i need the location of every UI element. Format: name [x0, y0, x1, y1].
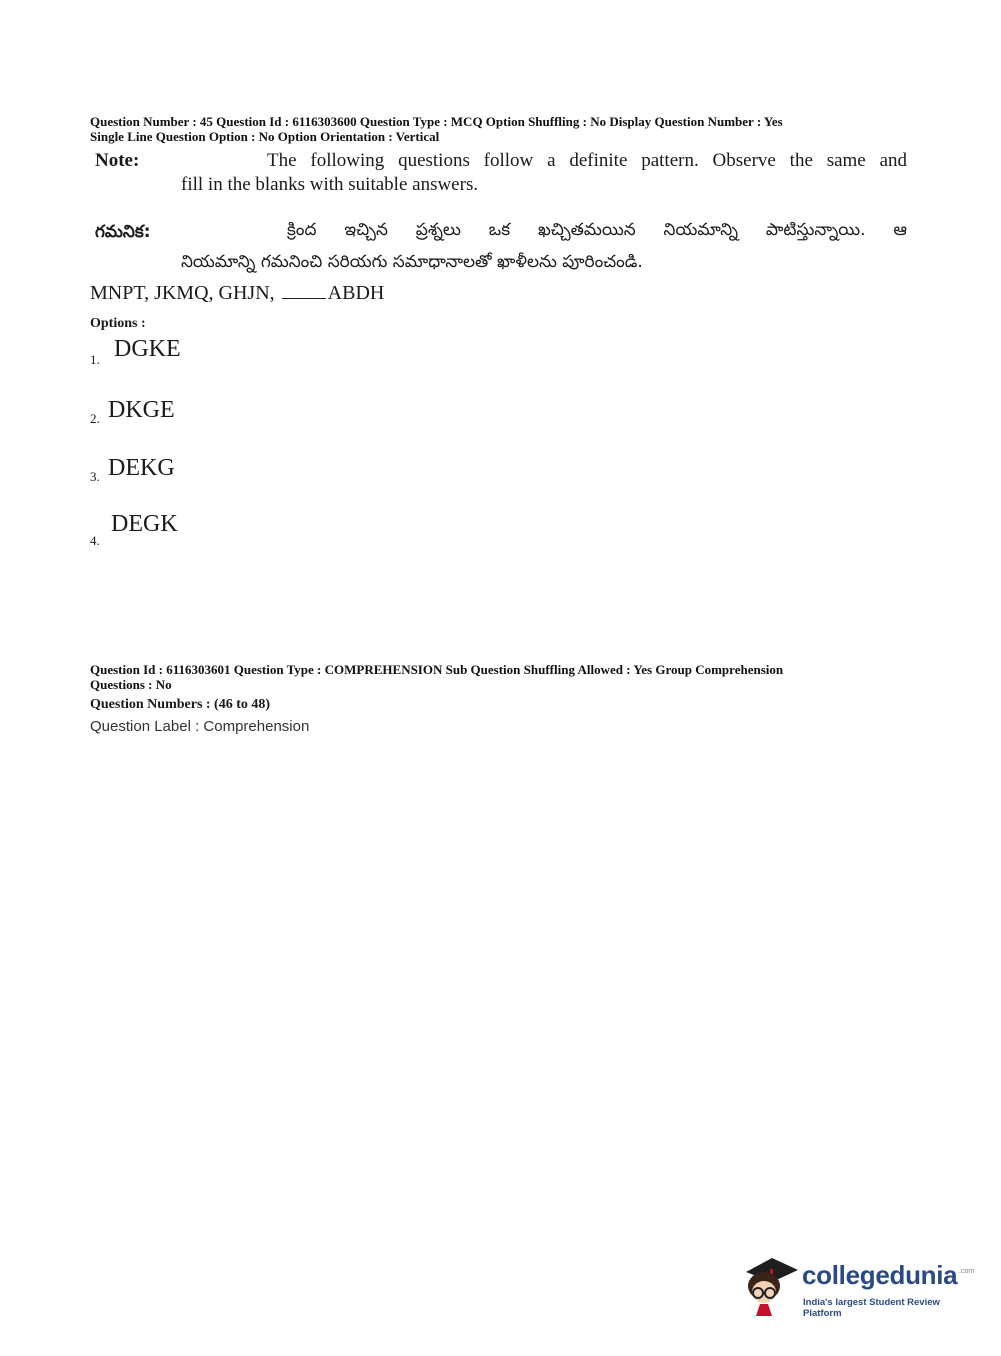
logo-wordmark: collegedunia — [802, 1260, 958, 1290]
option-text: DKGE — [108, 397, 175, 423]
letter-series-question — [90, 282, 384, 305]
metadata-line-1: Question Number : 45 Question Id : 6116303600 Question Type : MCQ Option Shuffling : No Display Question Number : Yes — [90, 114, 783, 129]
logo-tagline: India's largest Student Review Platform — [803, 1297, 940, 1319]
option-number: 3. — [90, 469, 100, 484]
series-suffix: ABDH — [327, 282, 385, 304]
options-label: Options : — [90, 316, 146, 331]
option-number: 1. — [90, 352, 100, 367]
option-number: 4. — [90, 533, 100, 548]
option-text: DEGK — [111, 511, 178, 537]
series-prefix: MNPT, JKMQ, GHJN, — [90, 282, 275, 304]
comprehension-meta-line-1: Question Id : 6116303601 Question Type : COMPREHENSION Sub Question Shuffling Allowed : Yes Group Comprehension — [90, 662, 784, 677]
note-text-line-1: The following questions follow a definite pattern. Observe the same and — [267, 150, 907, 171]
collegedunia-logo — [742, 1250, 975, 1320]
telugu-note-label: గమనిక: — [95, 222, 151, 242]
question-label: Question Label : Comprehension — [90, 718, 310, 735]
mascot-icon — [742, 1250, 802, 1320]
telugu-note-line-2: నియమాన్ని గమనించి సరియగు సమాధానాలతో ఖాళీలను పూరించండి. — [181, 252, 643, 272]
series-blank — [282, 297, 326, 299]
telugu-note-line-1: క్రింద ఇచ్చిన ప్రశ్నలు ఒక ఖచ్చితమయిన నియమాన్ని పాటిస్తున్నాయి. ఆ — [287, 220, 907, 240]
comprehension-meta-line-2: Questions : No — [90, 677, 172, 692]
metadata-line-2: Single Line Question Option : No Option Orientation : Vertical — [90, 129, 440, 144]
option-text: DGKE — [114, 336, 181, 362]
question-45-metadata — [90, 114, 910, 144]
note-text-line-2: fill in the blanks with suitable answers. — [181, 174, 479, 195]
note-label: Note: — [95, 150, 140, 171]
logo-domain-suffix: .com — [959, 1268, 975, 1275]
option-text: DEKG — [108, 455, 175, 481]
question-numbers: Question Numbers : (46 to 48) — [90, 697, 271, 712]
option-number: 2. — [90, 411, 100, 426]
comprehension-metadata — [90, 662, 910, 692]
